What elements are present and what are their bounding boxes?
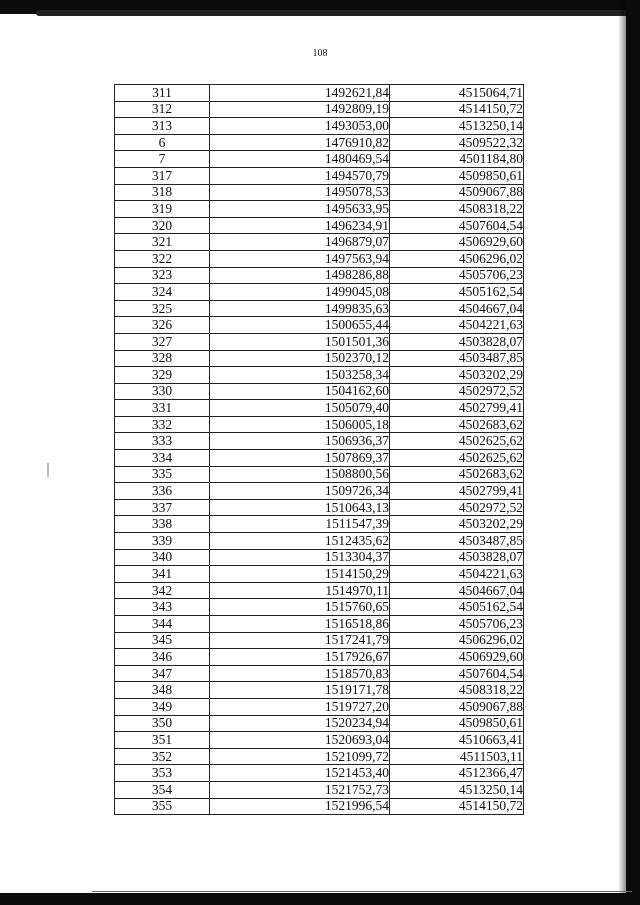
table-row xyxy=(115,134,524,151)
y-coordinate-cell: 4511503,11 xyxy=(390,748,524,765)
x-coordinate-cell: 1476910,82 xyxy=(210,134,390,151)
point-number-cell: 323 xyxy=(115,267,210,284)
y-coordinate-cell: 4503487,85 xyxy=(390,350,524,367)
x-coordinate-cell: 1517926,67 xyxy=(210,649,390,666)
y-coordinate-cell: 4502799,41 xyxy=(390,483,524,500)
coordinates-table-container xyxy=(114,84,523,815)
table-row xyxy=(115,250,524,267)
table-row xyxy=(115,201,524,218)
table-row xyxy=(115,234,524,251)
table-row xyxy=(115,284,524,301)
y-coordinate-cell: 4503828,07 xyxy=(390,549,524,566)
y-coordinate-cell: 4509850,61 xyxy=(390,167,524,184)
y-coordinate-cell: 4505706,23 xyxy=(390,616,524,633)
y-coordinate-cell: 4510663,41 xyxy=(390,732,524,749)
x-coordinate-cell: 1517241,79 xyxy=(210,632,390,649)
table-row xyxy=(115,317,524,334)
x-coordinate-cell: 1497563,94 xyxy=(210,250,390,267)
table-row xyxy=(115,217,524,234)
point-number-cell: 329 xyxy=(115,367,210,384)
scan-border-top-shadow xyxy=(36,10,632,16)
y-coordinate-cell: 4504667,04 xyxy=(390,300,524,317)
table-row xyxy=(115,649,524,666)
x-coordinate-cell: 1519171,78 xyxy=(210,682,390,699)
y-coordinate-cell: 4514150,72 xyxy=(390,798,524,815)
table-row xyxy=(115,698,524,715)
point-number-cell: 334 xyxy=(115,450,210,467)
table-row xyxy=(115,350,524,367)
table-row xyxy=(115,616,524,633)
y-coordinate-cell: 4513250,14 xyxy=(390,118,524,135)
point-number-cell: 343 xyxy=(115,599,210,616)
x-coordinate-cell: 1512435,62 xyxy=(210,533,390,550)
table-row xyxy=(115,732,524,749)
point-number-cell: 311 xyxy=(115,85,210,102)
table-row xyxy=(115,566,524,583)
point-number-cell: 6 xyxy=(115,134,210,151)
x-coordinate-cell: 1505079,40 xyxy=(210,400,390,417)
y-coordinate-cell: 4506929,60 xyxy=(390,234,524,251)
table-row xyxy=(115,798,524,815)
point-number-cell: 348 xyxy=(115,682,210,699)
scan-border-bottom xyxy=(0,893,640,905)
y-coordinate-cell: 4512366,47 xyxy=(390,765,524,782)
x-coordinate-cell: 1503258,34 xyxy=(210,367,390,384)
y-coordinate-cell: 4502625,62 xyxy=(390,450,524,467)
point-number-cell: 326 xyxy=(115,317,210,334)
x-coordinate-cell: 1518570,83 xyxy=(210,665,390,682)
point-number-cell: 347 xyxy=(115,665,210,682)
point-number-cell: 341 xyxy=(115,566,210,583)
table-row xyxy=(115,267,524,284)
y-coordinate-cell: 4506296,02 xyxy=(390,250,524,267)
x-coordinate-cell: 1507869,37 xyxy=(210,450,390,467)
point-number-cell: 328 xyxy=(115,350,210,367)
x-coordinate-cell: 1521996,54 xyxy=(210,798,390,815)
point-number-cell: 332 xyxy=(115,416,210,433)
y-coordinate-cell: 4502972,52 xyxy=(390,383,524,400)
point-number-cell: 346 xyxy=(115,649,210,666)
y-coordinate-cell: 4503202,29 xyxy=(390,516,524,533)
page-number: 108 xyxy=(312,48,328,59)
x-coordinate-cell: 1494570,79 xyxy=(210,167,390,184)
y-coordinate-cell: 4502625,62 xyxy=(390,433,524,450)
point-number-cell: 320 xyxy=(115,217,210,234)
point-number-cell: 335 xyxy=(115,466,210,483)
y-coordinate-cell: 4505162,54 xyxy=(390,284,524,301)
table-row xyxy=(115,549,524,566)
table-row xyxy=(115,533,524,550)
point-number-cell: 336 xyxy=(115,483,210,500)
y-coordinate-cell: 4502683,62 xyxy=(390,416,524,433)
x-coordinate-cell: 1496879,07 xyxy=(210,234,390,251)
point-number-cell: 321 xyxy=(115,234,210,251)
point-number-cell: 339 xyxy=(115,533,210,550)
table-row xyxy=(115,101,524,118)
x-coordinate-cell: 1499835,63 xyxy=(210,300,390,317)
y-coordinate-cell: 4504221,63 xyxy=(390,566,524,583)
y-coordinate-cell: 4505162,54 xyxy=(390,599,524,616)
table-row xyxy=(115,466,524,483)
x-coordinate-cell: 1521752,73 xyxy=(210,781,390,798)
point-number-cell: 319 xyxy=(115,201,210,218)
point-number-cell: 338 xyxy=(115,516,210,533)
y-coordinate-cell: 4507604,54 xyxy=(390,665,524,682)
x-coordinate-cell: 1492809,19 xyxy=(210,101,390,118)
scan-bottom-rule xyxy=(92,891,632,892)
point-number-cell: 340 xyxy=(115,549,210,566)
table-row xyxy=(115,367,524,384)
x-coordinate-cell: 1480469,54 xyxy=(210,151,390,168)
y-coordinate-cell: 4508318,22 xyxy=(390,682,524,699)
x-coordinate-cell: 1514150,29 xyxy=(210,566,390,583)
x-coordinate-cell: 1521099,72 xyxy=(210,748,390,765)
point-number-cell: 322 xyxy=(115,250,210,267)
x-coordinate-cell: 1501501,36 xyxy=(210,333,390,350)
table-row xyxy=(115,416,524,433)
point-number-cell: 344 xyxy=(115,616,210,633)
y-coordinate-cell: 4503828,07 xyxy=(390,333,524,350)
point-number-cell: 324 xyxy=(115,284,210,301)
y-coordinate-cell: 4504667,04 xyxy=(390,582,524,599)
table-row xyxy=(115,300,524,317)
x-coordinate-cell: 1510643,13 xyxy=(210,499,390,516)
point-number-cell: 330 xyxy=(115,383,210,400)
table-row xyxy=(115,499,524,516)
point-number-cell: 337 xyxy=(115,499,210,516)
table-row xyxy=(115,599,524,616)
table-row xyxy=(115,665,524,682)
y-coordinate-cell: 4513250,14 xyxy=(390,781,524,798)
x-coordinate-cell: 1506005,18 xyxy=(210,416,390,433)
x-coordinate-cell: 1515760,65 xyxy=(210,599,390,616)
x-coordinate-cell: 1520693,04 xyxy=(210,732,390,749)
table-row xyxy=(115,184,524,201)
point-number-cell: 350 xyxy=(115,715,210,732)
point-number-cell: 318 xyxy=(115,184,210,201)
y-coordinate-cell: 4502799,41 xyxy=(390,400,524,417)
table-row xyxy=(115,151,524,168)
y-coordinate-cell: 4509850,61 xyxy=(390,715,524,732)
y-coordinate-cell: 4506296,02 xyxy=(390,632,524,649)
point-number-cell: 353 xyxy=(115,765,210,782)
table-row xyxy=(115,450,524,467)
y-coordinate-cell: 4509067,88 xyxy=(390,698,524,715)
x-coordinate-cell: 1520234,94 xyxy=(210,715,390,732)
table-row xyxy=(115,516,524,533)
table-row xyxy=(115,333,524,350)
table-row xyxy=(115,682,524,699)
point-number-cell: 327 xyxy=(115,333,210,350)
coordinates-table xyxy=(114,84,524,815)
point-number-cell: 313 xyxy=(115,118,210,135)
y-coordinate-cell: 4505706,23 xyxy=(390,267,524,284)
table-row xyxy=(115,85,524,102)
y-coordinate-cell: 4503487,85 xyxy=(390,533,524,550)
point-number-cell: 331 xyxy=(115,400,210,417)
y-coordinate-cell: 4515064,71 xyxy=(390,85,524,102)
y-coordinate-cell: 4514150,72 xyxy=(390,101,524,118)
point-number-cell: 333 xyxy=(115,433,210,450)
table-row xyxy=(115,167,524,184)
x-coordinate-cell: 1506936,37 xyxy=(210,433,390,450)
x-coordinate-cell: 1502370,12 xyxy=(210,350,390,367)
table-row xyxy=(115,582,524,599)
point-number-cell: 342 xyxy=(115,582,210,599)
y-coordinate-cell: 4502972,52 xyxy=(390,499,524,516)
scan-artifact-mark xyxy=(47,463,49,477)
x-coordinate-cell: 1519727,20 xyxy=(210,698,390,715)
table-row xyxy=(115,383,524,400)
coordinates-table-body xyxy=(115,85,524,815)
point-number-cell: 325 xyxy=(115,300,210,317)
x-coordinate-cell: 1511547,39 xyxy=(210,516,390,533)
x-coordinate-cell: 1509726,34 xyxy=(210,483,390,500)
point-number-cell: 354 xyxy=(115,781,210,798)
y-coordinate-cell: 4507604,54 xyxy=(390,217,524,234)
x-coordinate-cell: 1498286,88 xyxy=(210,267,390,284)
x-coordinate-cell: 1495078,53 xyxy=(210,184,390,201)
y-coordinate-cell: 4509067,88 xyxy=(390,184,524,201)
table-row xyxy=(115,118,524,135)
x-coordinate-cell: 1499045,08 xyxy=(210,284,390,301)
y-coordinate-cell: 4504221,63 xyxy=(390,317,524,334)
point-number-cell: 355 xyxy=(115,798,210,815)
point-number-cell: 345 xyxy=(115,632,210,649)
point-number-cell: 349 xyxy=(115,698,210,715)
y-coordinate-cell: 4508318,22 xyxy=(390,201,524,218)
table-row xyxy=(115,748,524,765)
point-number-cell: 352 xyxy=(115,748,210,765)
x-coordinate-cell: 1504162,60 xyxy=(210,383,390,400)
point-number-cell: 351 xyxy=(115,732,210,749)
point-number-cell: 312 xyxy=(115,101,210,118)
y-coordinate-cell: 4503202,29 xyxy=(390,367,524,384)
y-coordinate-cell: 4506929,60 xyxy=(390,649,524,666)
scan-border-right xyxy=(626,0,640,905)
y-coordinate-cell: 4509522,32 xyxy=(390,134,524,151)
x-coordinate-cell: 1516518,86 xyxy=(210,616,390,633)
x-coordinate-cell: 1495633,95 xyxy=(210,201,390,218)
x-coordinate-cell: 1521453,40 xyxy=(210,765,390,782)
point-number-cell: 317 xyxy=(115,167,210,184)
y-coordinate-cell: 4501184,80 xyxy=(390,151,524,168)
x-coordinate-cell: 1508800,56 xyxy=(210,466,390,483)
x-coordinate-cell: 1496234,91 xyxy=(210,217,390,234)
table-row xyxy=(115,765,524,782)
x-coordinate-cell: 1500655,44 xyxy=(210,317,390,334)
table-row xyxy=(115,483,524,500)
table-row xyxy=(115,632,524,649)
x-coordinate-cell: 1513304,37 xyxy=(210,549,390,566)
table-row xyxy=(115,781,524,798)
x-coordinate-cell: 1493053,00 xyxy=(210,118,390,135)
table-row xyxy=(115,400,524,417)
table-row xyxy=(115,715,524,732)
y-coordinate-cell: 4502683,62 xyxy=(390,466,524,483)
table-row xyxy=(115,433,524,450)
point-number-cell: 7 xyxy=(115,151,210,168)
x-coordinate-cell: 1492621,84 xyxy=(210,85,390,102)
x-coordinate-cell: 1514970,11 xyxy=(210,582,390,599)
